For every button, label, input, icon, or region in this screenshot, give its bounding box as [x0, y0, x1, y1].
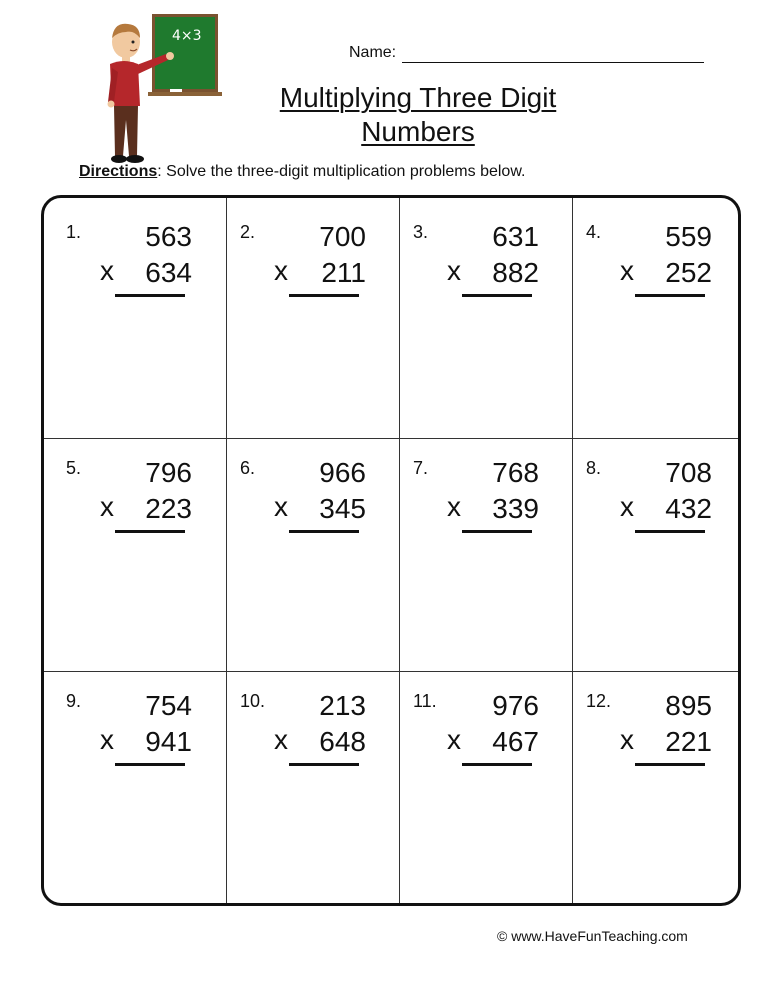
multiplier: 432	[665, 493, 712, 524]
times-symbol: x	[100, 255, 114, 286]
problem-number: 2.	[240, 222, 256, 242]
multiplicand: 796	[145, 457, 192, 488]
problem-number: 4.	[586, 222, 602, 242]
answer-line	[289, 294, 359, 297]
answer-line	[635, 530, 705, 533]
times-symbol: x	[447, 724, 461, 755]
directions	[79, 163, 525, 181]
problem-cell[interactable]	[227, 440, 400, 674]
times-symbol: x	[620, 255, 634, 286]
multiplier: 211	[321, 257, 366, 288]
problem-cell[interactable]	[400, 673, 573, 907]
problem-number: 9.	[66, 691, 82, 711]
multiplier: 223	[145, 493, 192, 524]
board-text: 4×3	[172, 28, 202, 44]
problem-number: 8.	[586, 458, 602, 478]
answer-line	[462, 763, 532, 766]
problem-number: 10.	[240, 691, 266, 711]
answer-line	[115, 294, 185, 297]
answer-line	[289, 763, 359, 766]
times-symbol: x	[100, 491, 114, 522]
times-symbol: x	[620, 491, 634, 522]
teacher-chalkboard-illustration	[100, 10, 230, 170]
problem-number: 5.	[66, 458, 82, 478]
multiplicand: 213	[319, 690, 366, 721]
problem-cell[interactable]	[227, 204, 400, 438]
multiplicand: 754	[145, 690, 192, 721]
multiplier: 339	[492, 493, 539, 524]
times-symbol: x	[274, 724, 288, 755]
multiplier: 648	[319, 726, 366, 757]
times-symbol: x	[447, 491, 461, 522]
problem-number: 6.	[240, 458, 256, 478]
problem-number: 11.	[413, 691, 437, 711]
multiplicand: 895	[665, 690, 712, 721]
multiplier: 221	[665, 726, 712, 757]
answer-line	[289, 530, 359, 533]
problem-cell[interactable]	[400, 440, 573, 674]
answer-line	[115, 763, 185, 766]
answer-line	[635, 763, 705, 766]
problem-number: 12.	[586, 691, 612, 711]
grid-divider-horizontal	[44, 438, 738, 439]
multiplicand: 708	[665, 457, 712, 488]
multiplier: 467	[492, 726, 539, 757]
problem-cell[interactable]	[53, 440, 226, 674]
multiplicand: 631	[492, 221, 539, 252]
times-symbol: x	[620, 724, 634, 755]
problem-cell[interactable]	[53, 673, 226, 907]
copyright-footer: © www.HaveFunTeaching.com	[497, 928, 688, 944]
multiplier: 941	[145, 726, 192, 757]
times-symbol: x	[100, 724, 114, 755]
answer-line	[635, 294, 705, 297]
multiplicand: 563	[145, 221, 192, 252]
multiplicand: 976	[492, 690, 539, 721]
problem-cell[interactable]	[400, 204, 573, 438]
problem-cell[interactable]	[573, 440, 746, 674]
name-writing-line[interactable]	[402, 62, 704, 63]
answer-line	[462, 530, 532, 533]
problem-number: 3.	[413, 222, 429, 242]
multiplier: 882	[492, 257, 539, 288]
worksheet-title-line2: Numbers	[361, 116, 475, 147]
directions-text: : Solve the three-digit multiplication problems below.	[157, 163, 526, 180]
problem-number: 7.	[413, 458, 429, 478]
answer-line	[462, 294, 532, 297]
times-symbol: x	[274, 255, 288, 286]
times-symbol: x	[274, 491, 288, 522]
worksheet-title-line1: Multiplying Three Digit	[279, 82, 557, 113]
directions-label: Directions	[79, 163, 158, 180]
problem-grid	[41, 195, 741, 906]
answer-line	[115, 530, 185, 533]
multiplier: 345	[319, 493, 366, 524]
multiplier: 252	[665, 257, 712, 288]
name-field[interactable]	[349, 44, 709, 66]
problem-cell[interactable]	[53, 204, 226, 438]
multiplicand: 700	[319, 221, 366, 252]
problem-cell[interactable]	[573, 204, 746, 438]
multiplier: 634	[145, 257, 192, 288]
times-symbol: x	[447, 255, 461, 286]
problem-cell[interactable]	[573, 673, 746, 907]
multiplicand: 966	[319, 457, 366, 488]
name-label: Name:	[349, 44, 397, 61]
problem-number: 1.	[66, 222, 82, 242]
multiplicand: 768	[492, 457, 539, 488]
problem-cell[interactable]	[227, 673, 400, 907]
multiplicand: 559	[665, 221, 712, 252]
